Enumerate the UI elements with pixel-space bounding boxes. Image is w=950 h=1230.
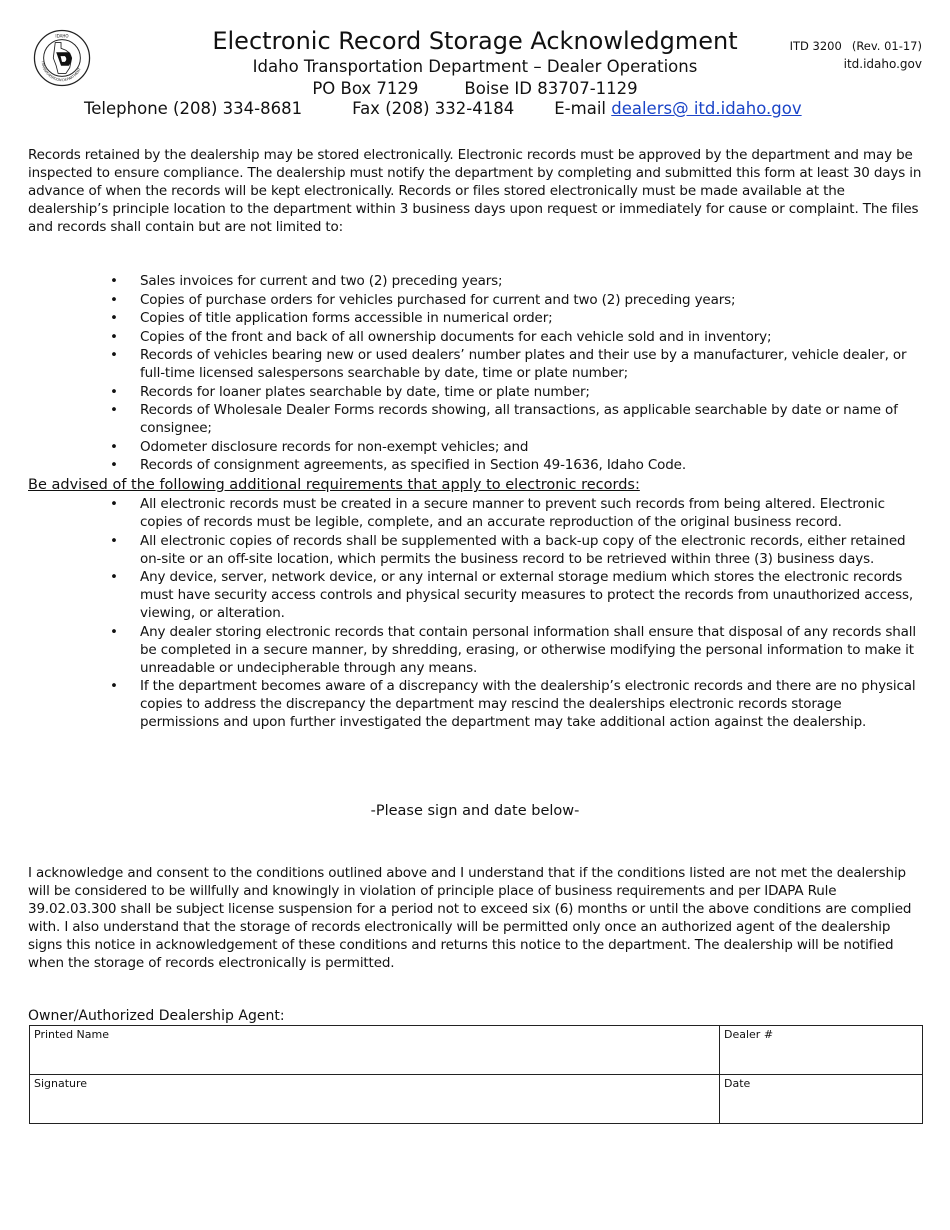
dealer-number-field[interactable] bbox=[720, 1026, 923, 1075]
list-item: • Copies of the front and back of all ownership documents for each vehicle sold and in inventory; bbox=[0, 328, 920, 346]
form-number: ITD 3200 bbox=[789, 39, 842, 53]
sign-instruction: -Please sign and date below- bbox=[370, 803, 580, 819]
list-item: • Sales invoices for current and two (2) preceding years; bbox=[0, 272, 920, 290]
signature-table bbox=[29, 1025, 923, 1124]
date-field[interactable] bbox=[720, 1075, 923, 1124]
printed-name-label: Printed Name bbox=[34, 1028, 110, 1041]
agency-name: Idaho Transportation Department – Dealer Operations bbox=[252, 57, 698, 76]
list-item: • Records of Wholesale Dealer Forms records showing, all transactions, as applicable searchable by date or name of consignee; bbox=[0, 401, 920, 437]
svg-text:TRANSPORTATION DEPARTMENT: TRANSPORTATION DEPARTMENT bbox=[40, 60, 82, 83]
acknowledgment-paragraph: I acknowledge and consent to the conditions outlined above and I understand that if the conditions listed are not met the dealership will be considered to be willfully and knowingly in violation of principle place of business requirements and per IDAPA Rule 39.02.03.300 shall be subject license suspension for a period not to exceed six (6) months or until the above conditions are complied with. I also understand that the storage of records electronically will be permitted only once an authorized agent of the dealership signs this notice in acknowledgement of these conditions and returns this notice to the department. The dealership will be notified when the storage of records electronically is permitted. bbox=[28, 865, 912, 971]
requirements-list bbox=[0, 495, 920, 732]
form-number-block bbox=[790, 38, 922, 54]
contact-line bbox=[84, 98, 802, 120]
list-item: • Copies of title application forms accessible in numerical order; bbox=[0, 309, 920, 327]
list-item: • Records of vehicles bearing new or used dealers’ number plates and their use by a manufacturer, vehicle dealer, or full-time licensed salespersons searchable by date, time or plate number; bbox=[0, 346, 920, 382]
list-item: • Copies of purchase orders for vehicles purchased for current and two (2) preceding years; bbox=[0, 291, 920, 309]
list-item: • Records for loaner plates searchable by date, time or plate number; bbox=[0, 383, 920, 401]
form-title: Electronic Record Storage Acknowledgment bbox=[212, 27, 738, 55]
form-revision: (Rev. 01-17) bbox=[851, 39, 922, 53]
mailing-address bbox=[150, 78, 800, 100]
signature-label: Signature bbox=[34, 1077, 88, 1090]
list-item: • If the department becomes aware of a discrepancy with the dealership’s electronic records and there are no physical copies to address the discrepancy the department may rescind the dealerships electronic records storage permissions and upon further investigated the department may take additional action against the dealership. bbox=[0, 677, 920, 731]
date-label: Date bbox=[724, 1077, 751, 1090]
email-link[interactable]: dealers@ itd.idaho.gov bbox=[611, 99, 802, 118]
list-item: • Any device, server, network device, or any internal or external storage medium which stores the electronic records must have security access controls and physical security measures to protect the records from unauthorized access, viewing, or alteration. bbox=[0, 568, 920, 622]
signature-heading: Owner/Authorized Dealership Agent: bbox=[28, 1008, 285, 1024]
list-item: • Any dealer storing electronic records that contain personal information shall ensure that disposal of any records shall be completed in a secure manner, by shredding, erasing, or otherwise modifying the personal information to make it unreadable or undecipherable through any means. bbox=[0, 623, 920, 677]
printed-name-field[interactable] bbox=[30, 1026, 720, 1075]
list-item: • All electronic records must be created in a secure manner to prevent such records from being altered. Electronic copies of records must be legible, complete, and an accurate reproduction of the original business record. bbox=[0, 495, 920, 531]
svg-text:IDAHO: IDAHO bbox=[55, 33, 69, 39]
list-item: • Odometer disclosure records for non-exempt vehicles; and bbox=[0, 438, 920, 456]
list-item: • All electronic copies of records shall be supplemented with a back-up copy of the electronic records, either retained on-site or an off-site location, which permits the business record to be retrieved within three (3) business days. bbox=[0, 532, 920, 568]
intro-paragraph: Records retained by the dealership may be stored electronically. Electronic records must be approved by the department and may be inspected to ensure compliance. The dealership must notify the department by completing and submitted this form at least 30 days in advance of when the records will be kept electronically. Records or files stored electronically must be made available at the dealership’s principle location to the department within 3 business days upon request or immediately for cause or complaint. The files and records shall contain but are not limited to: bbox=[28, 147, 922, 235]
list-item: • Records of consignment agreements, as specified in Section 49-1636, Idaho Code. bbox=[0, 456, 920, 474]
records-list bbox=[0, 272, 920, 475]
email-label: E-mail bbox=[554, 99, 606, 118]
fax: Fax (208) 332-4184 bbox=[352, 99, 515, 118]
telephone: Telephone (208) 334-8681 bbox=[84, 99, 303, 118]
signature-field[interactable] bbox=[30, 1075, 720, 1124]
dealer-number-label: Dealer # bbox=[724, 1028, 774, 1041]
city-state-zip: Boise ID 83707-1129 bbox=[464, 79, 638, 98]
po-box: PO Box 7129 bbox=[312, 79, 419, 98]
website: itd.idaho.gov bbox=[843, 57, 922, 71]
itd-seal-logo bbox=[33, 29, 91, 87]
requirements-heading: Be advised of the following additional requirements that apply to electronic records: bbox=[28, 477, 640, 493]
